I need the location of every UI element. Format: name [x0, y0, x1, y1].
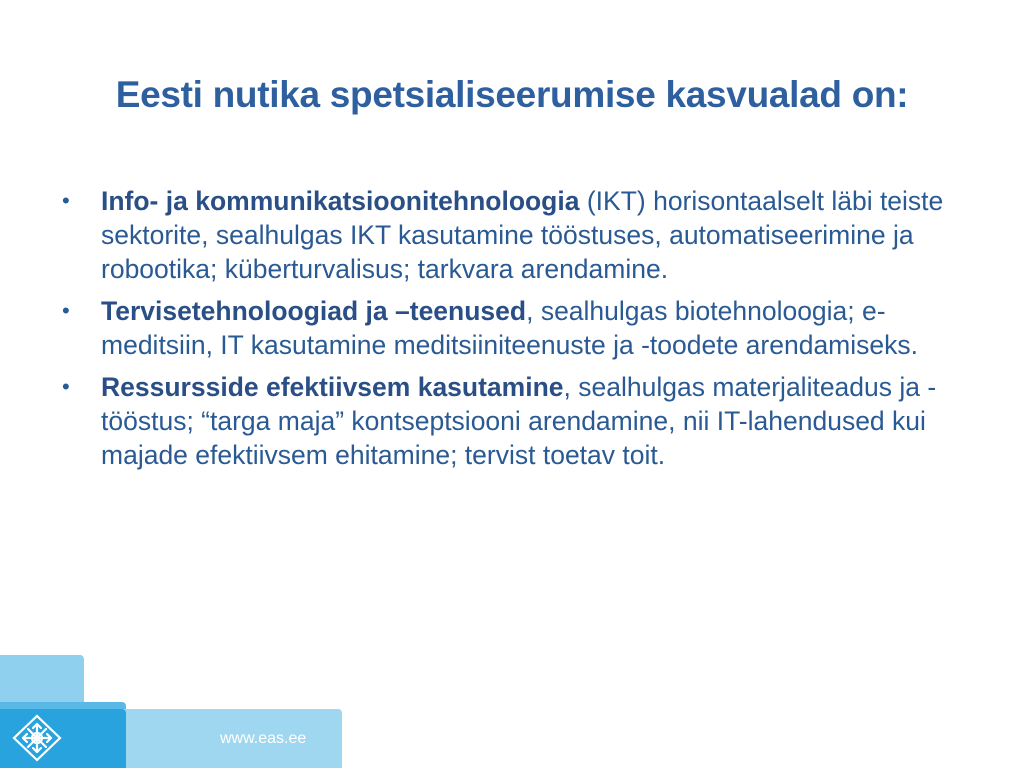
bullet-text: (IKT) horisontaalselt läbi teiste sektorite, sealhulgas IKT kasutamine tööstuses, automatiseerimine ja robootika; küberturvalisus; tarkvara arendamine. — [101, 186, 944, 284]
eas-logo-icon — [8, 712, 66, 764]
bullet-icon: • — [62, 188, 70, 213]
bullet-list — [60, 184, 960, 480]
bullet-heading: Ressursside efektiivsem kasutamine — [101, 372, 564, 402]
bullet-icon: • — [62, 298, 70, 323]
bullet-heading: Tervisetehnoloogiad ja –teenused — [101, 296, 527, 326]
bullet-item-resources — [60, 370, 960, 472]
bullet-item-ikt — [60, 184, 960, 286]
slide-title: Eesti nutika spetsialiseerumise kasvualad on: — [115, 74, 909, 115]
bullet-icon: • — [62, 374, 70, 399]
footer-url[interactable]: www.eas.ee — [220, 730, 307, 747]
bullet-heading: Info- ja kommunikatsioonitehnoloogia — [101, 186, 580, 216]
bullet-text: , sealhulgas materjaliteadus ja -tööstus; “targa maja” kontseptsiooni arendamine, nii IT-lahendused kui majade efektiivsem ehitamine; tervist toetav toit. — [101, 372, 937, 470]
bullet-text: , sealhulgas biotehnoloogia; e-meditsiin, IT kasutamine meditsiiniteenuste ja -toodete arendamiseks. — [101, 296, 918, 360]
bullet-item-health — [60, 294, 960, 362]
